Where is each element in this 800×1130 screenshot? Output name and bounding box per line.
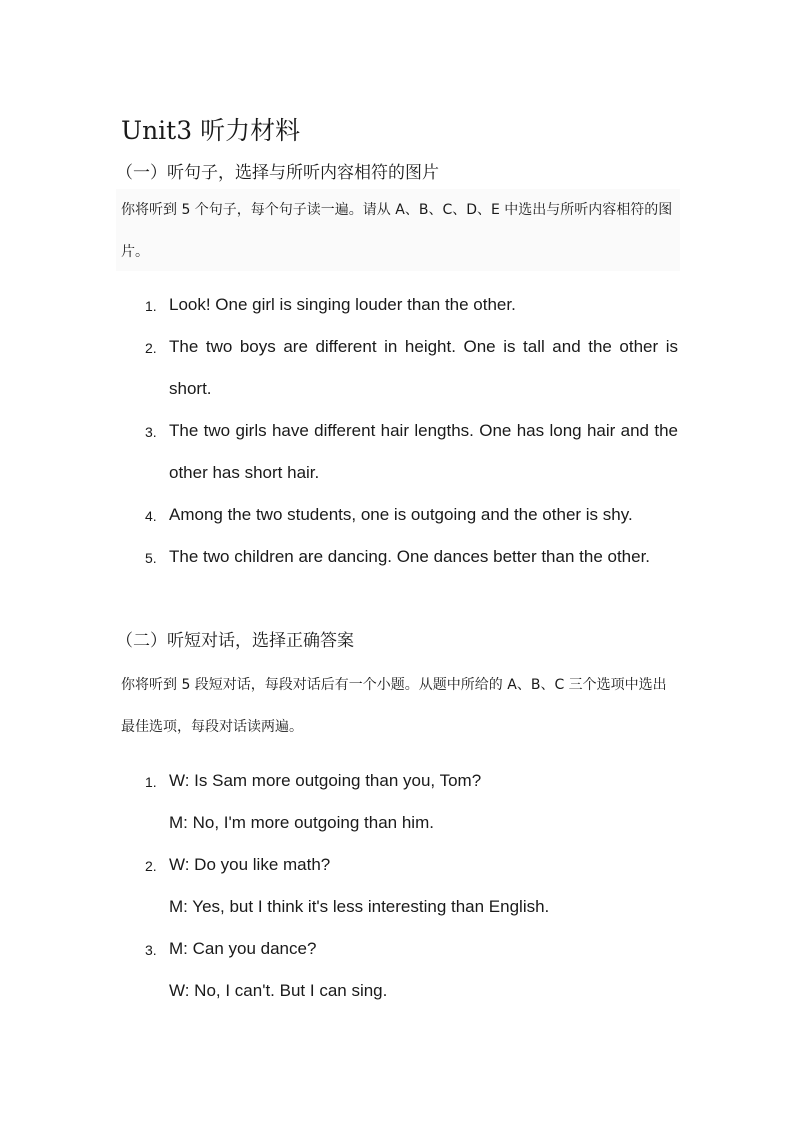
list-item bbox=[0, 536, 678, 578]
section-1-sentence-list bbox=[0, 284, 800, 578]
dialogue-line: M: Can you dance? bbox=[169, 939, 317, 958]
item-number: 1. bbox=[145, 298, 157, 314]
dialogue-line: W: No, I can't. But I can sing. bbox=[169, 981, 388, 1000]
dialogue-line: M: No, I'm more outgoing than him. bbox=[169, 813, 434, 832]
dialogue-line: M: Yes, but I think it's less interesting than English. bbox=[169, 897, 550, 916]
section-1-instruction: 你将听到 5 个句子，每个句子读一遍。请从 A、B、C、D、E 中选出与所听内容相符的图片。 bbox=[116, 189, 680, 271]
list-item bbox=[0, 494, 678, 536]
item-number: 3. bbox=[145, 942, 157, 958]
list-item bbox=[0, 284, 678, 326]
item-text: The two children are dancing. One dances better than the other. bbox=[169, 547, 651, 566]
section-2-instruction: 你将听到 5 段短对话，每段对话后有一个小题。从题中所给的 A、B、C 三个选项中选出最佳选项，每段对话读两遍。 bbox=[121, 677, 667, 735]
section-2-heading: （二）听短对话，选择正确答案 bbox=[116, 631, 354, 651]
list-item bbox=[0, 760, 678, 844]
item-number: 2. bbox=[145, 858, 157, 874]
dialogue-line: W: Is Sam more outgoing than you, Tom? bbox=[169, 771, 482, 790]
list-item bbox=[0, 326, 678, 410]
item-number: 4. bbox=[145, 508, 157, 524]
item-number: 1. bbox=[145, 774, 157, 790]
item-text: Among the two students, one is outgoing and the other is shy. bbox=[169, 505, 633, 524]
item-number: 2. bbox=[145, 340, 157, 356]
item-text: The two girls have different hair lengths. One has long hair and the other has short hair. bbox=[169, 421, 678, 482]
item-text: The two boys are different in height. One is tall and the other is short. bbox=[169, 337, 678, 398]
section-2-dialogue-list bbox=[0, 760, 800, 1012]
list-item bbox=[0, 410, 678, 494]
section-1-heading: （一）听句子，选择与所听内容相符的图片 bbox=[116, 163, 439, 183]
page-title: Unit3 听力材料 bbox=[121, 116, 301, 145]
dialogue-line: W: Do you like math? bbox=[169, 855, 331, 874]
list-item bbox=[0, 844, 678, 928]
list-item bbox=[0, 928, 678, 1012]
item-number: 5. bbox=[145, 550, 157, 566]
item-text: Look! One girl is singing louder than the other. bbox=[169, 295, 516, 314]
item-number: 3. bbox=[145, 424, 157, 440]
